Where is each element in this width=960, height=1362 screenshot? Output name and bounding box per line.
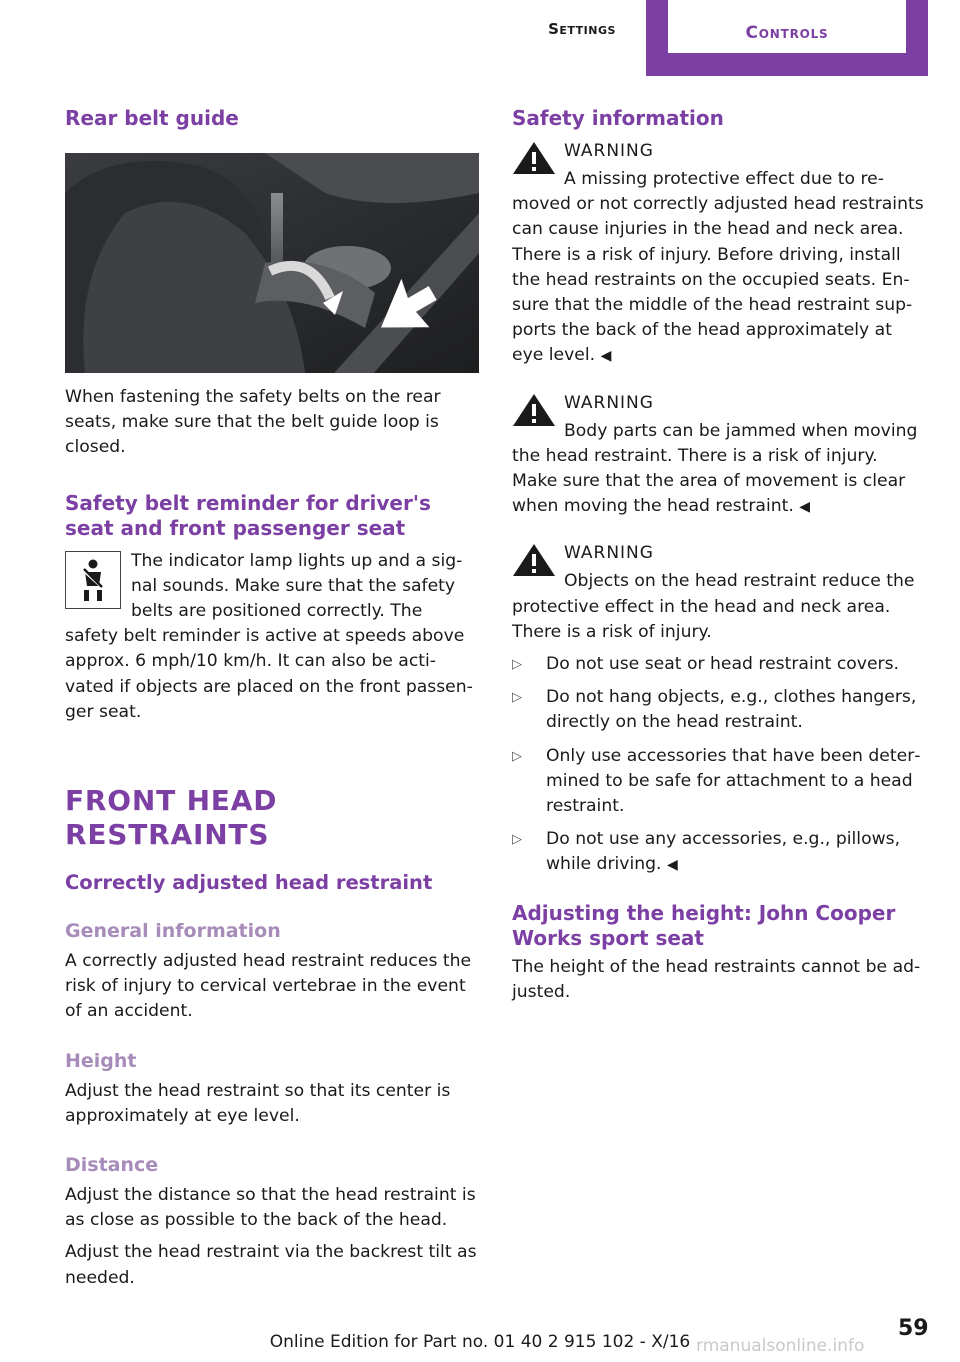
height-text: Adjust the head restraint so that its center is approximately at eye level. <box>65 1080 451 1126</box>
reminder-heading: Safety belt reminder for driver's seat and front passenger seat <box>65 490 431 540</box>
rear-seat-photo <box>65 153 479 373</box>
list-item: ▷ Do not hang objects, e.g., clothes hangers, directly on the head restraint. <box>512 687 917 733</box>
warning-label: WARNING <box>564 543 654 564</box>
bullet-icon: ▷ <box>512 748 522 764</box>
warning-text-2: Body parts can be jammed when moving the head restraint. There is a risk of injury. Make sure that the area of movement is clear when moving the head restraint. ◀ <box>512 420 918 517</box>
warning-text-1: A missing protective effect due to re‐moved or not correctly adjusted head restraints can cause injuries in the head and neck area. There is a risk of injury. Before driving, install the head restraints on the occupied seats. En‐sure that the middle of the head restraint sup‐ports the back of the head approximately at eye level. ◀ <box>512 169 924 366</box>
warning-text-3: Objects on the head restraint reduce the protective effect in the head and neck area. There is a risk of injury. <box>512 571 915 642</box>
distance-text-1: Adjust the distance so that the head restraint is as close as possible to the back of the head. <box>65 1185 476 1231</box>
adjust-heading: Adjusting the height: John Cooper Works sport seat <box>512 900 896 950</box>
reminder-text: The indicator lamp lights up and a sig‐nal sounds. Make sure that the safety belts are positioned correctly. The safety belt reminder is active at speeds above approx. 6 mph/10 km/h. It can also be acti‐vated if objects are placed on the front passen‐ger seat. <box>65 550 473 722</box>
warning-icon <box>512 393 556 427</box>
adjust-text: The height of the head restraints cannot be ad‐justed. <box>512 956 921 1002</box>
warning-list <box>512 652 926 879</box>
warning-icon <box>512 141 556 175</box>
watermark: rmanualsonline.info <box>696 1336 865 1356</box>
left-column <box>65 106 479 1298</box>
rear-belt-text: When fastening the safety belts on the rear seats, make sure that the belt guide loop is closed. <box>65 387 441 458</box>
list-item: ▷ Only use accessories that have been deter‐mined to be safe for attachment to a head restraint. <box>512 745 921 817</box>
section-title: FRONT HEAD RESTRAINTS <box>65 784 278 852</box>
rear-seat-illustration <box>65 153 479 373</box>
general-text: A correctly adjusted head restraint reduces the risk of injury to cervical vertebrae in the event of an accident. <box>65 951 472 1022</box>
warning-label: WARNING <box>564 392 654 413</box>
warning-block-3 <box>512 541 926 645</box>
correct-heading: Correctly adjusted head restraint <box>65 871 433 895</box>
safety-heading: Safety information <box>512 106 724 130</box>
general-heading: General information <box>65 920 281 943</box>
bullet-icon: ▷ <box>512 832 522 848</box>
end-mark: ◀ <box>799 499 811 516</box>
tab-settings[interactable]: Settings <box>548 20 616 38</box>
list-item: ▷ Do not use seat or head restraint covers. <box>512 652 926 677</box>
right-column <box>512 106 926 1012</box>
bullet-icon: ▷ <box>512 657 522 673</box>
tab-controls[interactable] <box>646 0 928 76</box>
rear-belt-heading: Rear belt guide <box>65 106 239 130</box>
end-mark: ◀ <box>666 857 678 874</box>
end-mark: ◀ <box>600 348 612 365</box>
warning-label: WARNING <box>564 141 654 161</box>
tab-controls-label: Controls <box>668 0 906 53</box>
distance-heading: Distance <box>65 1154 159 1177</box>
warning-block-1 <box>512 139 926 370</box>
seatbelt-reminder-icon <box>65 551 121 609</box>
list-item: ▷ Do not use any accessories, e.g., pillows, while driving. ◀ <box>512 829 901 875</box>
warning-block-2 <box>512 391 926 521</box>
warning-icon <box>512 543 556 577</box>
height-heading: Height <box>65 1049 137 1072</box>
page-number: 59 <box>898 1316 929 1341</box>
footer-text: Online Edition for Part no. 01 40 2 915 102 - X/16 <box>269 1332 691 1352</box>
distance-text-2: Adjust the head restraint via the backrest tilt as needed. <box>65 1242 477 1288</box>
bullet-icon: ▷ <box>512 690 522 706</box>
